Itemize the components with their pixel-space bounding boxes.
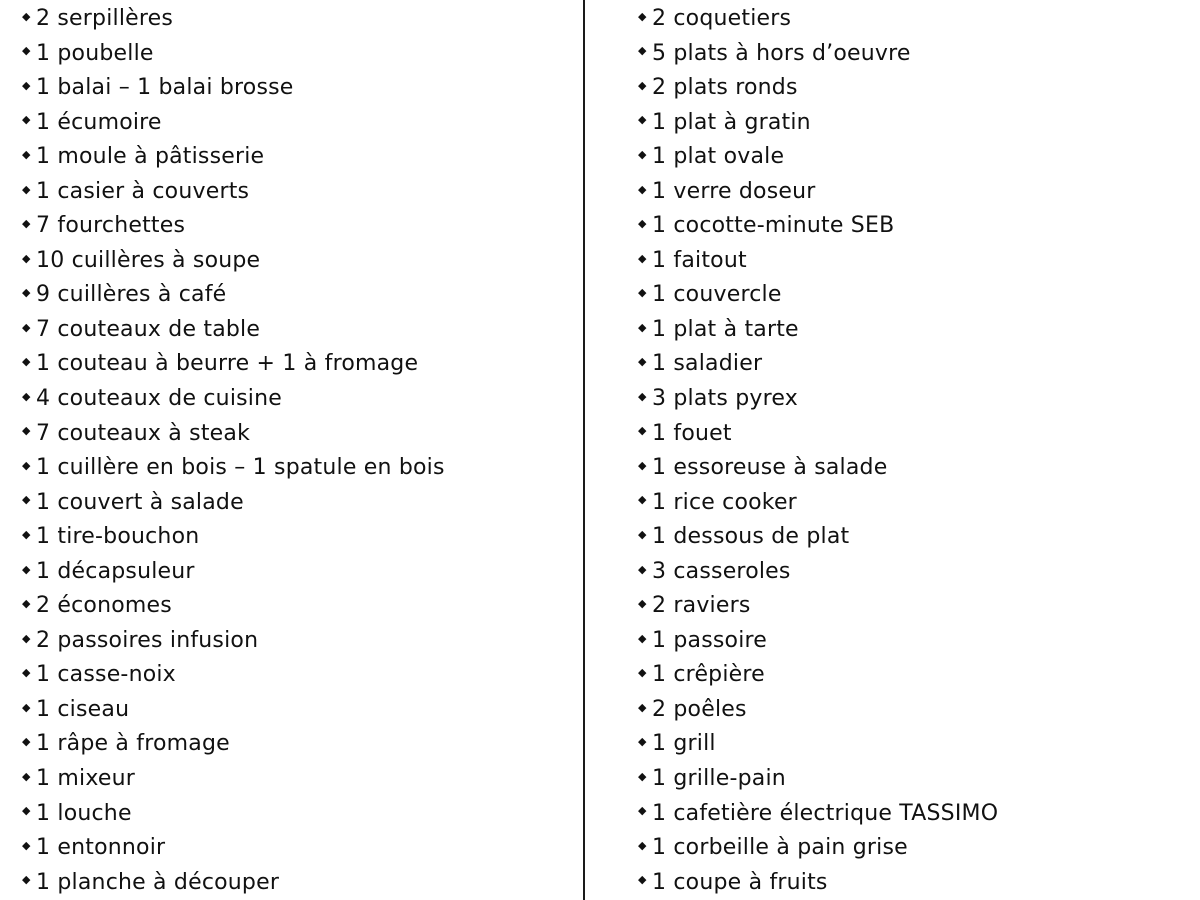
item-label: 1 couvert à salade [36,489,244,515]
list-item [638,658,1178,693]
item-label: 1 planche à découper [36,869,280,895]
bullet-icon: ◆ [638,355,647,369]
bullet-icon: ◆ [22,597,31,611]
list-item [22,762,562,797]
item-label: 1 saladier [652,351,763,377]
list-item [638,762,1178,797]
bullet-icon: ◆ [638,44,647,58]
list-item [22,624,562,659]
list-item [638,520,1178,555]
list-item [638,797,1178,832]
list-item [22,520,562,555]
item-label: 1 couteau à beurre + 1 à fromage [36,351,419,377]
bullet-icon: ◆ [22,320,31,334]
item-label: 1 décapsuleur [36,558,195,584]
item-label: 10 cuillères à soupe [36,247,261,273]
list-item [638,140,1178,175]
bullet-icon: ◆ [638,78,647,92]
item-label: 2 serpillères [36,6,174,31]
list-item [22,693,562,728]
list-item [22,797,562,832]
bullet-icon: ◆ [638,9,647,23]
bullet-icon: ◆ [22,44,31,58]
bullet-icon: ◆ [638,873,647,887]
bullet-icon: ◆ [22,769,31,783]
list-item [22,106,562,141]
item-label: 1 essoreuse à salade [652,455,888,481]
bullet-icon: ◆ [638,735,647,749]
item-label: 1 cafetière électrique TASSIMO [652,800,999,826]
list-item [22,37,562,72]
bullet-icon: ◆ [638,493,647,507]
list-item [22,382,562,417]
list-item [22,2,562,37]
bullet-icon: ◆ [22,527,31,541]
bullet-icon: ◆ [22,9,31,23]
list-item [22,486,562,521]
item-label: 2 coquetiers [652,6,792,31]
item-label: 1 poubelle [36,40,154,66]
list-item [22,417,562,452]
list-item [22,727,562,762]
bullet-icon: ◆ [638,700,647,714]
list-item [22,278,562,313]
list-item [22,831,562,866]
list-item [638,175,1178,210]
list-item [638,693,1178,728]
list-item [638,2,1178,37]
bullet-icon: ◆ [638,217,647,231]
item-label: 2 raviers [652,593,751,619]
item-label: 1 ciseau [36,696,130,722]
item-label: 2 plats ronds [652,75,798,101]
bullet-icon: ◆ [638,424,647,438]
bullet-icon: ◆ [22,838,31,852]
item-label: 1 plat ovale [652,144,785,170]
bullet-icon: ◆ [638,597,647,611]
bullet-icon: ◆ [22,355,31,369]
list-item [638,209,1178,244]
list-item [22,347,562,382]
item-label: 2 poêles [652,696,747,722]
list-item [638,624,1178,659]
bullet-icon: ◆ [638,631,647,645]
bullet-icon: ◆ [22,631,31,645]
bullet-icon: ◆ [638,458,647,472]
bullet-icon: ◆ [638,251,647,265]
list-item [638,347,1178,382]
list-item [638,417,1178,452]
bullet-icon: ◆ [638,389,647,403]
item-label: 1 cocotte-minute SEB [652,213,895,239]
item-label: 1 couvercle [652,282,782,308]
bullet-icon: ◆ [638,320,647,334]
list-item [638,866,1178,900]
list-item [638,831,1178,866]
list-item [638,555,1178,590]
bullet-icon: ◆ [638,562,647,576]
item-label: 1 casier à couverts [36,178,250,204]
list-item [22,140,562,175]
bullet-icon: ◆ [22,217,31,231]
bullet-icon: ◆ [22,286,31,300]
item-label: 1 balai – 1 balai brosse [36,75,294,101]
bullet-icon: ◆ [22,251,31,265]
column-divider [583,0,585,900]
list-item [22,175,562,210]
item-label: 1 dessous de plat [652,524,850,550]
bullet-icon: ◆ [22,700,31,714]
bullet-icon: ◆ [638,804,647,818]
bullet-icon: ◆ [638,147,647,161]
list-item [638,37,1178,72]
list-item [22,451,562,486]
bullet-icon: ◆ [22,493,31,507]
item-label: 5 plats à hors d’oeuvre [652,40,911,66]
item-label: 1 plat à tarte [652,316,799,342]
list-item [638,382,1178,417]
bullet-icon: ◆ [638,286,647,300]
item-label: 4 couteaux de cuisine [36,386,282,412]
item-label: 9 cuillères à café [36,282,227,308]
bullet-icon: ◆ [22,735,31,749]
bullet-icon: ◆ [22,424,31,438]
list-item [22,658,562,693]
list-item [638,278,1178,313]
list-item [638,451,1178,486]
list-item [22,866,562,900]
bullet-icon: ◆ [638,182,647,196]
item-label: 7 couteaux à steak [36,420,251,446]
bullet-icon: ◆ [22,147,31,161]
item-label: 1 corbeille à pain grise [652,835,908,861]
item-label: 1 cuillère en bois – 1 spatule en bois [36,455,445,481]
bullet-icon: ◆ [22,389,31,403]
list-item [22,589,562,624]
item-label: 1 crêpière [652,662,765,688]
item-label: 7 fourchettes [36,213,186,239]
list-item [638,71,1178,106]
left-inventory-list [22,2,562,900]
item-label: 1 faitout [652,247,747,273]
bullet-icon: ◆ [22,113,31,127]
bullet-icon: ◆ [638,838,647,852]
item-label: 1 casse-noix [36,662,176,688]
item-label: 1 passoire [652,627,768,653]
item-label: 1 tire-bouchon [36,524,200,550]
list-item [22,209,562,244]
item-label: 1 moule à pâtisserie [36,144,265,170]
list-item [638,727,1178,762]
bullet-icon: ◆ [22,562,31,576]
bullet-icon: ◆ [638,527,647,541]
item-label: 1 rice cooker [652,489,797,515]
list-item [638,106,1178,141]
item-label: 1 verre doseur [652,178,816,204]
item-label: 2 passoires infusion [36,627,259,653]
bullet-icon: ◆ [638,769,647,783]
bullet-icon: ◆ [638,113,647,127]
item-label: 1 grille-pain [652,766,786,792]
item-label: 1 coupe à fruits [652,869,828,895]
list-item [22,555,562,590]
bullet-icon: ◆ [22,873,31,887]
item-label: 3 plats pyrex [652,386,798,412]
item-label: 1 entonnoir [36,835,166,861]
bullet-icon: ◆ [22,182,31,196]
item-label: 1 grill [652,731,716,757]
bullet-icon: ◆ [638,666,647,680]
bullet-icon: ◆ [22,804,31,818]
bullet-icon: ◆ [22,458,31,472]
list-item [638,486,1178,521]
list-item [638,589,1178,624]
item-label: 1 plat à gratin [652,109,811,135]
item-label: 1 louche [36,800,132,826]
list-item [22,244,562,279]
bullet-icon: ◆ [22,666,31,680]
list-item [638,244,1178,279]
item-label: 1 fouet [652,420,732,446]
list-item [22,313,562,348]
item-label: 1 écumoire [36,109,162,135]
item-label: 2 économes [36,593,172,619]
right-inventory-list [638,2,1178,900]
list-item [638,313,1178,348]
item-label: 1 râpe à fromage [36,731,230,757]
item-label: 7 couteaux de table [36,316,261,342]
item-label: 1 mixeur [36,766,135,792]
item-label: 3 casseroles [652,558,791,584]
bullet-icon: ◆ [22,78,31,92]
list-item [22,71,562,106]
